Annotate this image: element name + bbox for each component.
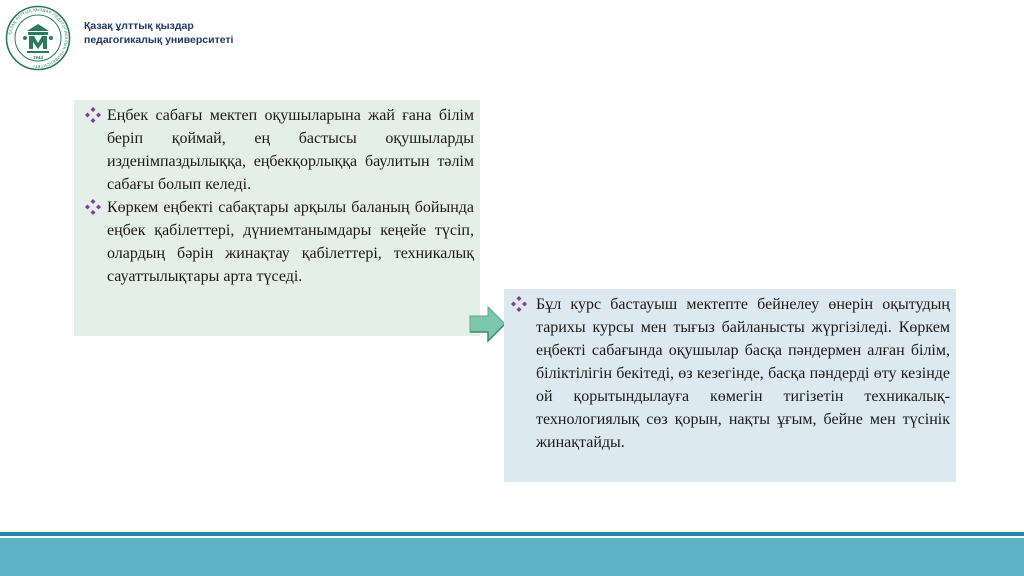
footer-band [0, 538, 1024, 576]
logo-year: 1944 [32, 55, 44, 60]
four-diamond-bullet-icon [84, 196, 102, 218]
list-item [510, 293, 950, 454]
right-text-box [504, 289, 956, 482]
list-item-text: Бұл курс бастауыш мектепте бейнелеу өнерін оқытудың тарихы курсы мен тығыз байланысты жүргізіледі. Көркем еңбекті сабағында оқушылар басқа пәндермен алған білім, біліктілігін бекітеді, өз кезегінде, басқа пәндерді өту кезінде ой қорытындылауға көмегін тигізетін техникалық-технологиялық сөз қорын, нақты ұғым, бейне мен түсінік жинақтайды. [536, 296, 950, 451]
four-diamond-bullet-icon [510, 293, 528, 315]
university-name-line2: педагогикалық университеті [84, 34, 234, 46]
university-name-line1: Қазақ ұлттық қыздар [84, 20, 194, 32]
logo-ring-text: ҚАЗАҚ ҰЛТТЫҚ ҚЫЗДАР ПЕДАГОГИКАЛЫҚ УНИВЕРСИТЕТІ [7, 6, 70, 70]
footer-divider [0, 532, 1024, 536]
list-item [84, 104, 474, 196]
list-item-text: Көркем еңбекті сабақтары арқылы баланың бойында еңбек қабілеттері, дүниемтанымдары кеңейе түсіп, олардың бәрін жинақтау қабілеттері, техникалық сауаттылықтары арта түседі. [107, 199, 474, 285]
list-item [84, 196, 474, 288]
list-item-text: Еңбек сабағы мектеп оқушыларына жай ғана білім беріп қоймай, ең бастысы оқушыларды изденімпаздылыққа, еңбекқорлыққа баулитын тәлім сабағы болып келеді. [107, 107, 474, 193]
university-seal-logo [5, 5, 71, 71]
right-arrow-icon [468, 304, 508, 344]
left-text-box [74, 100, 480, 336]
four-diamond-bullet-icon [84, 104, 102, 126]
university-name [84, 19, 233, 47]
